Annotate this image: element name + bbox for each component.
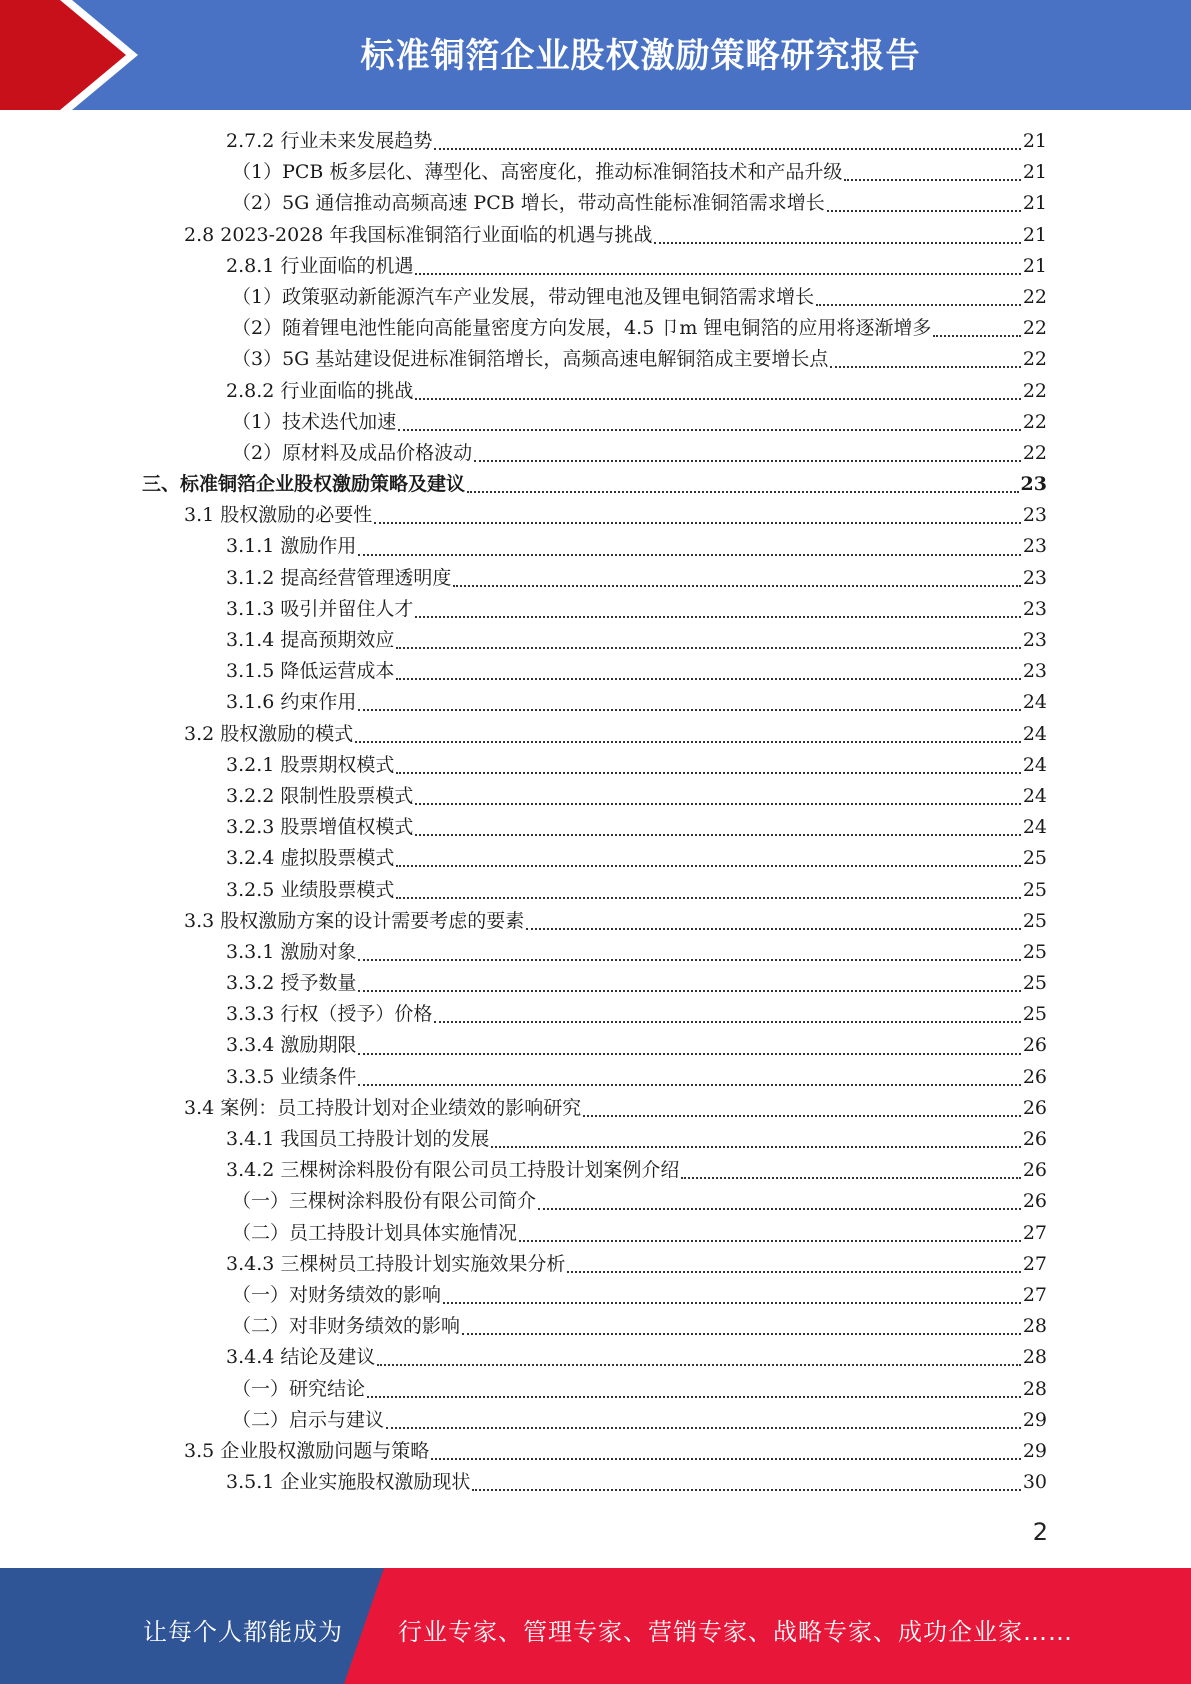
toc-entry-label: 3.2.1 股票期权模式: [226, 753, 395, 776]
toc-dot-leader: [830, 365, 1020, 368]
toc-entry-page: 27: [1022, 1252, 1047, 1275]
toc-entry[interactable]: [226, 594, 1047, 625]
toc-entry-label: （二）启示与建议: [232, 1408, 385, 1431]
toc-entry-page: 22: [1022, 410, 1047, 433]
toc-entry[interactable]: [184, 719, 1047, 750]
toc-dot-leader: [443, 1301, 1021, 1304]
toc-entry-page: 23: [1020, 473, 1047, 496]
toc-entry[interactable]: [184, 906, 1047, 937]
toc-dot-leader: [844, 178, 1020, 181]
toc-entry-page: 25: [1022, 1003, 1047, 1026]
toc-dot-leader: [434, 147, 1020, 150]
toc-entry-page: 23: [1022, 566, 1047, 589]
toc-dot-leader: [396, 864, 1020, 867]
toc-entry-page: 29: [1022, 1408, 1047, 1431]
toc-entry-label: 3.4 案例：员工持股计划对企业绩效的影响研究: [184, 1096, 582, 1119]
toc-dot-leader: [583, 1114, 1021, 1117]
toc-entry[interactable]: [226, 1155, 1047, 1186]
toc-entry-page: 24: [1022, 753, 1047, 776]
toc-entry-label: 3.1.1 激励作用: [226, 535, 357, 558]
document-title: 标准铜箔企业股权激励策略研究报告: [360, 36, 921, 76]
toc-entry[interactable]: [226, 531, 1047, 562]
toc-dot-leader: [415, 833, 1020, 836]
toc-entry-label: 3.3.2 授予数量: [226, 972, 357, 995]
toc-entry[interactable]: [232, 1280, 1047, 1311]
toc-entry[interactable]: [232, 1374, 1047, 1405]
toc-dot-leader: [415, 272, 1020, 275]
toc-entry-page: 22: [1022, 379, 1047, 402]
toc-entry[interactable]: [226, 999, 1047, 1030]
toc-entry-page: 21: [1022, 130, 1047, 152]
toc-dot-leader: [355, 740, 1021, 743]
toc-entry[interactable]: [232, 1186, 1047, 1217]
toc-entry-label: 3.3.3 行权（授予）价格: [226, 1003, 433, 1026]
toc-entry-page: 23: [1022, 504, 1047, 527]
toc-dot-leader: [567, 1270, 1020, 1273]
toc-dot-leader: [538, 1207, 1021, 1210]
toc-entry-page: 26: [1022, 1096, 1047, 1119]
toc-entry[interactable]: [226, 1342, 1047, 1373]
toc-dot-leader: [396, 677, 1020, 680]
toc-dot-leader: [654, 241, 1020, 244]
toc-entry[interactable]: [226, 937, 1047, 968]
toc-entry-label: （1）PCB 板多层化、薄型化、高密度化，推动标准铜箔技术和产品升级: [232, 161, 843, 184]
page-footer: [0, 1568, 1191, 1684]
toc-dot-leader: [358, 553, 1020, 556]
toc-entry-label: 3.2.5 业绩股票模式: [226, 878, 395, 901]
toc-entry[interactable]: [226, 812, 1047, 843]
toc-entry-page: 23: [1022, 597, 1047, 620]
toc-dot-leader: [434, 1020, 1020, 1023]
toc-entry-label: （一）三棵树涂料股份有限公司简介: [232, 1190, 537, 1213]
toc-entry[interactable]: [226, 1124, 1047, 1155]
toc-entry-page: 26: [1022, 1128, 1047, 1150]
toc-entry[interactable]: [232, 1405, 1047, 1436]
toc-entry-label: 3.1.3 吸引并留住人才: [226, 597, 414, 620]
toc-entry-page: 26: [1022, 1034, 1047, 1057]
toc-dot-leader: [462, 1332, 1021, 1335]
toc-dot-leader: [519, 1239, 1021, 1242]
toc-dot-leader: [358, 1052, 1020, 1055]
toc-entry-label: 3.4.1 我国员工持股计划的发展: [226, 1128, 490, 1150]
toc-entry-page: 24: [1022, 722, 1047, 745]
toc-dot-leader: [398, 428, 1021, 431]
toc-entry-label: 2.8.2 行业面临的挑战: [226, 379, 414, 402]
chevron-logo-icon: [0, 0, 160, 110]
toc-entry-label: （1）技术迭代加速: [232, 410, 397, 433]
toc-dot-leader: [358, 1083, 1020, 1086]
toc-dot-leader: [816, 303, 1021, 306]
toc-dot-leader: [453, 584, 1020, 587]
toc-entry[interactable]: [226, 968, 1047, 999]
page-header: [0, 0, 1191, 110]
toc-entry[interactable]: [226, 625, 1047, 656]
toc-entry-page: 21: [1022, 192, 1047, 215]
footer-slogan-left: 让每个人都能成为: [143, 1618, 343, 1646]
toc-entry-page: 22: [1022, 348, 1047, 371]
toc-entry-label: （3）5G 基站建设促进标准铜箔增长，高频高速电解铜箔成主要增长点: [232, 348, 829, 371]
toc-dot-leader: [474, 459, 1021, 462]
toc-entry[interactable]: [184, 500, 1047, 531]
toc-entry[interactable]: [232, 157, 1047, 188]
toc-entry-label: 3.1.2 提高经营管理透明度: [226, 566, 452, 589]
toc-entry-page: 25: [1022, 940, 1047, 963]
toc-entry-page: 28: [1022, 1346, 1047, 1369]
toc-entry-label: 3.3.1 激励对象: [226, 940, 357, 963]
toc-dot-leader: [358, 989, 1020, 992]
toc-entry-page: 27: [1022, 1283, 1047, 1306]
toc-entry[interactable]: [232, 438, 1047, 469]
toc-entry-label: （2）原材料及成品价格波动: [232, 441, 473, 464]
toc-entry[interactable]: [226, 1030, 1047, 1061]
toc-entry-page: 28: [1022, 1377, 1047, 1400]
toc-entry-label: 3.3.4 激励期限: [226, 1034, 357, 1057]
toc-dot-leader: [491, 1145, 1020, 1148]
toc-entry[interactable]: [142, 469, 1047, 500]
page-number: 2: [1032, 1518, 1048, 1546]
toc-entry-page: 25: [1022, 878, 1047, 901]
toc-entry-page: 25: [1022, 909, 1047, 932]
toc-entry-label: （一）研究结论: [232, 1377, 366, 1400]
toc-dot-leader: [415, 397, 1020, 400]
toc-entry-page: 26: [1022, 1190, 1047, 1213]
toc-entry-label: 3.1.4 提高预期效应: [226, 629, 395, 651]
toc-entry[interactable]: [232, 313, 1047, 344]
toc-entry-page: 23: [1022, 535, 1047, 558]
toc-entry-page: 24: [1022, 691, 1047, 714]
toc-entry-label: 3.2.3 股票增值权模式: [226, 816, 414, 839]
toc-entry-label: 2.8 2023-2028 年我国标准铜箔行业面临的机遇与挑战: [184, 223, 653, 246]
toc-entry-page: 21: [1022, 161, 1047, 184]
toc-entry-page: 26: [1022, 1159, 1047, 1182]
toc-dot-leader: [681, 1176, 1020, 1179]
toc-entry-label: 3.5.1 企业实施股权激励现状: [226, 1471, 471, 1494]
toc-entry-label: 3.4.4 结论及建议: [226, 1346, 376, 1369]
toc-entry-page: 22: [1022, 441, 1047, 464]
toc-entry-label: 3.1.5 降低运营成本: [226, 660, 395, 683]
toc-dot-leader: [415, 802, 1020, 805]
toc-entry-label: 2.7.2 行业未来发展趋势: [226, 130, 433, 152]
toc-entry[interactable]: [226, 1467, 1047, 1498]
toc-entry-page: 21: [1022, 223, 1047, 246]
toc-entry-label: （一）对财务绩效的影响: [232, 1283, 442, 1306]
toc-dot-leader: [374, 521, 1021, 524]
toc-entry-label: （1）政策驱动新能源汽车产业发展，带动锂电池及锂电铜箔需求增长: [232, 285, 815, 308]
toc-dot-leader: [386, 1426, 1021, 1429]
toc-entry[interactable]: [226, 1249, 1047, 1280]
toc-entry-label: 3.2 股权激励的模式: [184, 722, 354, 745]
toc-entry-page: 29: [1022, 1439, 1047, 1462]
toc-entry-page: 26: [1022, 1065, 1047, 1088]
toc-dot-leader: [367, 1395, 1021, 1398]
footer-slogan-right: 行业专家、管理专家、营销专家、战略专家、成功企业家……: [398, 1618, 1073, 1646]
toc-entry[interactable]: [232, 407, 1047, 438]
toc-dot-leader: [827, 209, 1021, 212]
toc-entry-page: 27: [1022, 1221, 1047, 1244]
toc-entry[interactable]: [226, 781, 1047, 812]
table-of-contents: [0, 126, 1191, 1498]
toc-entry-label: 3.1.6 约束作用: [226, 691, 357, 714]
toc-entry[interactable]: [226, 687, 1047, 718]
toc-entry[interactable]: [232, 188, 1047, 219]
toc-dot-leader: [358, 708, 1020, 711]
toc-entry-label: 3.4.2 三棵树涂料股份有限公司员工持股计划案例介绍: [226, 1159, 680, 1182]
toc-entry[interactable]: [226, 563, 1047, 594]
toc-entry[interactable]: [232, 344, 1047, 375]
toc-entry-page: 23: [1022, 660, 1047, 683]
toc-entry[interactable]: [226, 656, 1047, 687]
toc-entry[interactable]: [226, 1062, 1047, 1093]
toc-dot-leader: [377, 1363, 1020, 1366]
toc-entry-label: （二）对非财务绩效的影响: [232, 1315, 461, 1338]
toc-entry-page: 30: [1022, 1471, 1047, 1494]
toc-entry-label: （二）员工持股计划具体实施情况: [232, 1221, 518, 1244]
toc-dot-leader: [415, 615, 1020, 618]
toc-entry-page: 22: [1022, 317, 1047, 340]
toc-entry-page: 23: [1022, 629, 1047, 651]
toc-entry[interactable]: [226, 750, 1047, 781]
toc-entry-label: 2.8.1 行业面临的机遇: [226, 254, 414, 277]
toc-entry[interactable]: [232, 1311, 1047, 1342]
toc-entry[interactable]: [226, 251, 1047, 282]
toc-entry-label: 三、标准铜箔企业股权激励策略及建议: [142, 473, 466, 496]
toc-dot-leader: [472, 1488, 1020, 1491]
toc-entry-label: （2）5G 通信推动高频高速 PCB 增长，带动高性能标准铜箔需求增长: [232, 192, 825, 215]
toc-entry[interactable]: [226, 843, 1047, 874]
toc-dot-leader: [526, 927, 1021, 930]
toc-entry-page: 22: [1022, 285, 1047, 308]
toc-entry-label: 3.3 股权激励方案的设计需要考虑的要素: [184, 909, 525, 932]
toc-dot-leader: [431, 1457, 1021, 1460]
toc-dot-leader: [396, 771, 1020, 774]
toc-entry[interactable]: [232, 282, 1047, 313]
toc-entry-page: 21: [1022, 254, 1047, 277]
toc-entry[interactable]: [184, 1093, 1047, 1124]
toc-dot-leader: [933, 334, 1020, 337]
toc-entry[interactable]: [184, 1436, 1047, 1467]
toc-entry[interactable]: [226, 376, 1047, 407]
toc-entry[interactable]: [226, 875, 1047, 906]
toc-dot-leader: [396, 896, 1020, 899]
toc-dot-leader: [396, 646, 1020, 649]
toc-dot-leader: [358, 958, 1020, 961]
toc-entry-label: （2）随着锂电池性能向高能量密度方向发展，4.5 卩m 锂电铜箔的应用将逐渐增多: [232, 317, 932, 340]
toc-entry[interactable]: [232, 1218, 1047, 1249]
toc-entry-page: 28: [1022, 1315, 1047, 1338]
toc-entry[interactable]: [184, 220, 1047, 251]
toc-entry-page: 24: [1022, 816, 1047, 839]
toc-entry-label: 3.3.5 业绩条件: [226, 1065, 357, 1088]
toc-entry-label: 3.2.2 限制性股票模式: [226, 784, 414, 807]
toc-entry-label: 3.5 企业股权激励问题与策略: [184, 1439, 430, 1462]
toc-entry[interactable]: [226, 126, 1047, 157]
toc-dot-leader: [467, 490, 1019, 493]
toc-entry-page: 24: [1022, 784, 1047, 807]
toc-entry-page: 25: [1022, 847, 1047, 870]
toc-entry-page: 25: [1022, 972, 1047, 995]
toc-entry-label: 3.1 股权激励的必要性: [184, 504, 373, 527]
toc-entry-label: 3.4.3 三棵树员工持股计划实施效果分析: [226, 1252, 566, 1275]
toc-entry-label: 3.2.4 虚拟股票模式: [226, 847, 395, 870]
